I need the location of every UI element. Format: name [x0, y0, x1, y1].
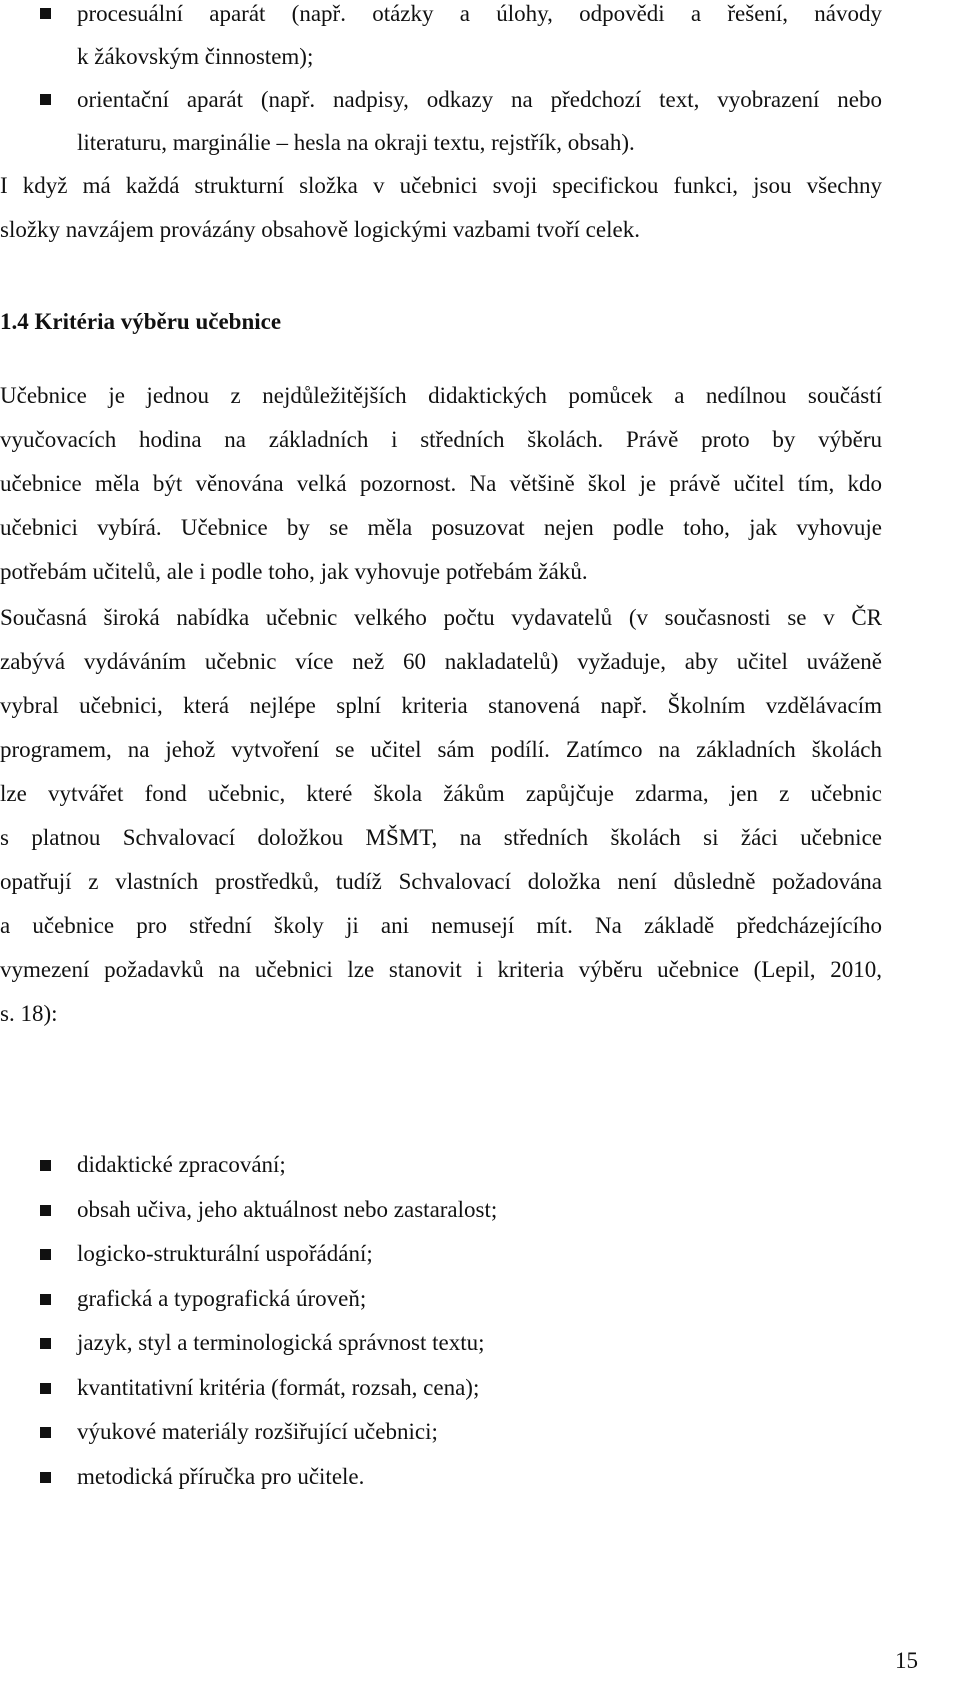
list-item-text: didaktické zpracování; [77, 1152, 286, 1177]
list-item-text: obsah učiva, jeho aktuálnost nebo zastaralost; [77, 1196, 498, 1222]
square-bullet-icon [40, 1249, 51, 1260]
list-item [0, 1321, 960, 1366]
list-item-text: jazyk, styl a terminologická správnost textu; [77, 1330, 485, 1355]
list-item-text: logicko-strukturální uspořádání; [77, 1241, 373, 1266]
list-item [0, 1366, 960, 1411]
paragraph-line: opatřují z vlastních prostředků, tudíž Schvalovací doložka není důsledně požadována [0, 869, 882, 894]
square-bullet-icon [40, 1294, 51, 1305]
list-item [0, 1232, 960, 1277]
paragraph-line: Současná široká nabídka učebnic velkého počtu vydavatelů (v současnosti se v ČR [0, 605, 882, 630]
paragraph-line: a učebnice pro střední školy ji ani nemusejí mít. Na základě předcházejícího [0, 913, 882, 938]
paragraph-line: Učebnice je jednou z nejdůležitějších didaktických pomůcek a nedílnou součástí [0, 383, 882, 408]
square-bullet-icon [40, 8, 51, 19]
structure-components-list [0, 0, 960, 164]
section-heading: 1.4 Kritéria výběru učebnice [0, 309, 282, 334]
list-item [0, 78, 960, 164]
paragraph-line: I když má každá strukturní složka v učebnici svoji specifickou funkci, jsou všechny [0, 173, 882, 198]
list-item [0, 0, 960, 78]
paragraph-line: lze vytvářet fond učebnic, které škola žákům zapůjčuje zdarma, jen z učebnic [0, 781, 882, 806]
paragraph-line: vybral učebnici, která nejlépe splní kriteria stanovená např. Školním vzdělávacím [0, 693, 882, 718]
paragraph-line: programem, na jehož vytvoření se učitel sám podílí. Zatímco na základních školách [0, 737, 882, 762]
paragraph-line: vymezení požadavků na učebnici lze stanovit i kriteria výběru učebnice (Lepil, 2010, [0, 957, 882, 982]
square-bullet-icon [40, 1160, 51, 1171]
paragraph-criteria-intro [0, 374, 960, 594]
square-bullet-icon [40, 1383, 51, 1394]
square-bullet-icon [40, 1338, 51, 1349]
list-item [0, 1143, 960, 1188]
page-number: 15 [895, 1648, 918, 1673]
paragraph-line: potřebám učitelů, ale i podle toho, jak vyhovuje potřebám žáků. [0, 559, 588, 584]
paragraph-line: zabývá vydáváním učebnic více než 60 nakladatelů) vyžaduje, aby učitel uváženě [0, 649, 882, 674]
square-bullet-icon [40, 94, 51, 105]
paragraph-line: učebnici vybírá. Učebnice by se měla posuzovat nejen podle toho, jak vyhovuje [0, 515, 882, 540]
list-item-line: orientační aparát (např. nadpisy, odkazy na předchozí text, vyobrazení nebo [77, 87, 882, 112]
square-bullet-icon [40, 1205, 51, 1216]
list-item [0, 1277, 960, 1322]
paragraph-line: s. 18): [0, 1001, 58, 1026]
list-item-text: metodická příručka pro učitele. [77, 1463, 365, 1489]
intro-paragraph [0, 164, 960, 252]
list-item [0, 1410, 960, 1455]
list-item-line: literaturu, marginálie – hesla na okraji textu, rejstřík, obsah). [77, 130, 635, 155]
paragraph-line: s platnou Schvalovací doložkou MŠMT, na středních školách si žáci učebnice [0, 825, 882, 850]
paragraph-publishers [0, 596, 960, 1036]
criteria-list [0, 1143, 960, 1499]
square-bullet-icon [40, 1427, 51, 1438]
list-item-line: procesuální aparát (např. otázky a úlohy, odpovědi a řešení, návody [77, 1, 882, 26]
list-item [0, 1455, 960, 1500]
square-bullet-icon [40, 1472, 51, 1483]
list-item-text: grafická a typografická úroveň; [77, 1285, 367, 1311]
paragraph-line: vyučovacích hodina na základních i středních školách. Právě proto by výběru [0, 427, 882, 452]
list-item-text: kvantitativní kritéria (formát, rozsah, cena); [77, 1374, 480, 1400]
paragraph-line: složky navzájem provázány obsahově logickými vazbami tvoří celek. [0, 217, 640, 242]
paragraph-line: učebnice měla být věnována velká pozornost. Na většině škol je právě učitel tím, kdo [0, 471, 882, 496]
list-item-line: k žákovským činnostem); [77, 44, 314, 69]
list-item [0, 1188, 960, 1233]
list-item-text: výukové materiály rozšiřující učebnici; [77, 1419, 438, 1444]
